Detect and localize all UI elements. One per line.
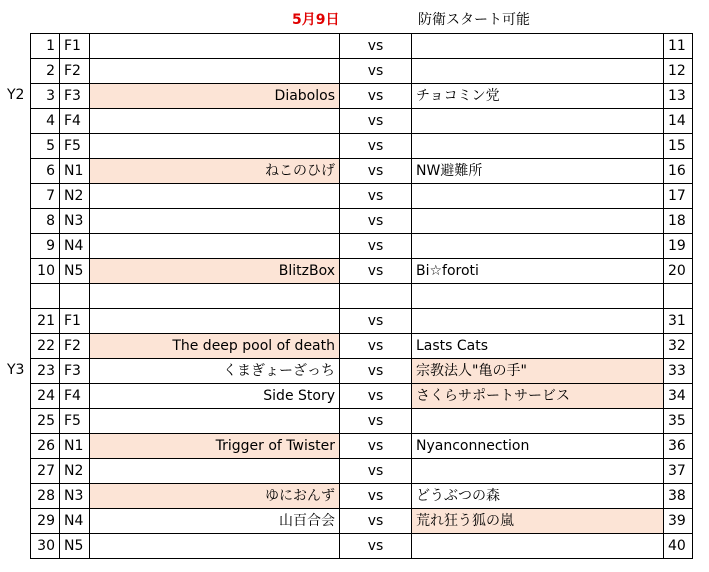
table-row [31,134,693,159]
away-team-cell[interactable]: NW避難所 [412,159,664,184]
slot-code[interactable]: F2 [60,334,90,359]
opponent-number[interactable]: 12 [664,59,693,84]
away-team-cell[interactable]: 荒れ狂う狐の嵐 [412,509,664,534]
empty-cell[interactable] [90,284,340,309]
match-table [30,33,693,559]
defense-start-note: 防衛スタート可能 [418,12,530,28]
home-team-cell[interactable] [90,109,340,134]
opponent-number[interactable]: 40 [664,534,693,559]
home-team-cell[interactable]: BlitzBox [90,259,340,284]
home-team-cell[interactable]: 山百合会 [90,509,340,534]
away-team-cell[interactable] [412,309,664,334]
away-team-cell[interactable]: どうぶつの森 [412,484,664,509]
away-team-cell[interactable] [412,234,664,259]
slot-code[interactable]: F2 [60,59,90,84]
slot-code[interactable]: F5 [60,409,90,434]
vs-cell[interactable]: vs [340,534,412,559]
vs-cell[interactable]: vs [340,134,412,159]
opponent-number[interactable]: 19 [664,234,693,259]
empty-cell[interactable] [340,284,412,309]
away-team-cell[interactable]: Bi☆foroti [412,259,664,284]
group-label-y3: Y3 [7,362,25,378]
home-team-cell[interactable]: ねこのひげ [90,159,340,184]
table-row [31,159,693,184]
match-number[interactable]: 29 [31,509,60,534]
slot-code[interactable]: N2 [60,459,90,484]
empty-cell[interactable] [31,284,60,309]
match-number[interactable]: 27 [31,459,60,484]
table-row [31,509,693,534]
match-number[interactable]: 28 [31,484,60,509]
table-row [31,334,693,359]
slot-code[interactable]: F1 [60,309,90,334]
match-number[interactable]: 22 [31,334,60,359]
opponent-number[interactable]: 14 [664,109,693,134]
opponent-number[interactable]: 36 [664,434,693,459]
home-team-cell[interactable] [90,234,340,259]
table-row [31,209,693,234]
slot-code[interactable]: N2 [60,184,90,209]
table-row-spacer [31,284,693,309]
slot-code[interactable]: F4 [60,109,90,134]
away-team-cell[interactable] [412,34,664,59]
table-row [31,259,693,284]
away-team-cell[interactable] [412,459,664,484]
opponent-number[interactable]: 37 [664,459,693,484]
away-team-cell[interactable] [412,134,664,159]
vs-cell[interactable]: vs [340,59,412,84]
table-row [31,84,693,109]
home-team-cell[interactable] [90,534,340,559]
opponent-number[interactable]: 33 [664,359,693,384]
slot-code[interactable]: F5 [60,134,90,159]
vs-cell[interactable]: vs [340,234,412,259]
match-number[interactable]: 4 [31,109,60,134]
match-number[interactable]: 21 [31,309,60,334]
match-number[interactable]: 25 [31,409,60,434]
vs-cell[interactable]: vs [340,209,412,234]
vs-cell[interactable]: vs [340,84,412,109]
home-team-cell[interactable] [90,209,340,234]
table-row [31,409,693,434]
slot-code[interactable]: N3 [60,209,90,234]
opponent-number[interactable]: 35 [664,409,693,434]
table-row [31,234,693,259]
away-team-cell[interactable] [412,109,664,134]
table-row [31,534,693,559]
match-number[interactable]: 24 [31,384,60,409]
away-team-cell[interactable] [412,209,664,234]
opponent-number[interactable]: 39 [664,509,693,534]
match-number[interactable]: 2 [31,59,60,84]
table-row [31,434,693,459]
vs-cell[interactable]: vs [340,159,412,184]
match-number[interactable]: 23 [31,359,60,384]
table-row [31,384,693,409]
away-team-cell[interactable]: さくらサポートサービス [412,384,664,409]
away-team-cell[interactable]: 宗教法人"亀の手" [412,359,664,384]
match-number[interactable]: 5 [31,134,60,159]
slot-code[interactable]: N4 [60,509,90,534]
match-number[interactable]: 7 [31,184,60,209]
empty-cell[interactable] [412,284,664,309]
match-number[interactable]: 6 [31,159,60,184]
match-number[interactable]: 3 [31,84,60,109]
opponent-number[interactable]: 16 [664,159,693,184]
match-number[interactable]: 10 [31,259,60,284]
home-team-cell[interactable] [90,134,340,159]
slot-code[interactable]: N3 [60,484,90,509]
vs-cell[interactable]: vs [340,259,412,284]
vs-cell[interactable]: vs [340,509,412,534]
empty-cell[interactable] [60,284,90,309]
home-team-cell[interactable]: Diabolos [90,84,340,109]
opponent-number[interactable]: 34 [664,384,693,409]
away-team-cell[interactable] [412,534,664,559]
home-team-cell[interactable] [90,409,340,434]
vs-cell[interactable]: vs [340,384,412,409]
table-row [31,459,693,484]
vs-cell[interactable]: vs [340,34,412,59]
vs-cell[interactable]: vs [340,409,412,434]
home-team-cell[interactable] [90,59,340,84]
home-team-cell[interactable] [90,34,340,59]
slot-code[interactable]: N4 [60,234,90,259]
empty-cell[interactable] [664,284,693,309]
opponent-number[interactable]: 18 [664,209,693,234]
home-team-cell[interactable]: Side Story [90,384,340,409]
opponent-number[interactable]: 13 [664,84,693,109]
slot-code[interactable]: F3 [60,84,90,109]
match-number[interactable]: 8 [31,209,60,234]
date-heading: 5月9日 [292,12,340,28]
group-label-y2: Y2 [7,87,25,103]
home-team-cell[interactable]: くまぎょーざっち [90,359,340,384]
opponent-number[interactable]: 32 [664,334,693,359]
opponent-number[interactable]: 31 [664,309,693,334]
away-team-cell[interactable] [412,184,664,209]
home-team-cell[interactable] [90,184,340,209]
opponent-number[interactable]: 11 [664,34,693,59]
table-row [31,309,693,334]
home-team-cell[interactable]: ゆにおんず [90,484,340,509]
match-number[interactable]: 9 [31,234,60,259]
table-row [31,359,693,384]
match-number[interactable]: 1 [31,34,60,59]
slot-code[interactable]: F1 [60,34,90,59]
away-team-cell[interactable]: Lasts Cats [412,334,664,359]
opponent-number[interactable]: 17 [664,184,693,209]
away-team-cell[interactable]: チョコミン党 [412,84,664,109]
vs-cell[interactable]: vs [340,459,412,484]
vs-cell[interactable]: vs [340,334,412,359]
slot-code[interactable]: F3 [60,359,90,384]
away-team-cell[interactable] [412,59,664,84]
home-team-cell[interactable]: Trigger of Twister [90,434,340,459]
home-team-cell[interactable] [90,459,340,484]
slot-code[interactable]: F4 [60,384,90,409]
match-number[interactable]: 26 [31,434,60,459]
table-row [31,59,693,84]
slot-code[interactable]: N5 [60,259,90,284]
table-row [31,34,693,59]
vs-cell[interactable]: vs [340,184,412,209]
vs-cell[interactable]: vs [340,109,412,134]
slot-code[interactable]: N1 [60,434,90,459]
vs-cell[interactable]: vs [340,309,412,334]
vs-cell[interactable]: vs [340,434,412,459]
away-team-cell[interactable]: Nyanconnection [412,434,664,459]
table-row [31,109,693,134]
away-team-cell[interactable] [412,409,664,434]
vs-cell[interactable]: vs [340,359,412,384]
home-team-cell[interactable] [90,309,340,334]
match-number[interactable]: 30 [31,534,60,559]
slot-code[interactable]: N1 [60,159,90,184]
opponent-number[interactable]: 38 [664,484,693,509]
slot-code[interactable]: N5 [60,534,90,559]
vs-cell[interactable]: vs [340,484,412,509]
opponent-number[interactable]: 20 [664,259,693,284]
home-team-cell[interactable]: The deep pool of death [90,334,340,359]
table-row [31,484,693,509]
table-row [31,184,693,209]
opponent-number[interactable]: 15 [664,134,693,159]
